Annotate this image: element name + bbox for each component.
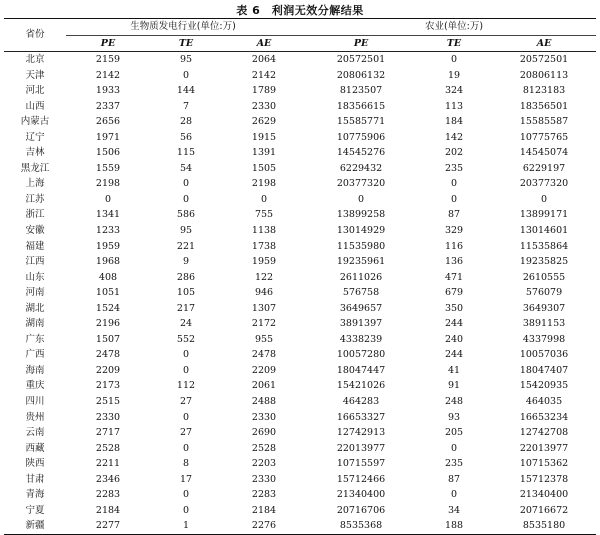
table-row [4,207,596,223]
agri-pe-cell: 18047447 [336,364,386,376]
agri-ae-cell: 15585587 [519,116,569,128]
agri-te-cell: 0 [450,54,458,65]
agri-ae-cell: 20716672 [519,504,569,516]
table-body [4,52,596,535]
table-row [4,394,596,410]
agri-te-cell: 142 [444,131,464,143]
agri-ae-cell: 18356501 [519,100,569,112]
agri-te-cell: 93 [447,411,461,423]
province-cell: 重庆 [25,380,45,392]
agri-pe-cell: 20572501 [336,54,386,65]
agri-pe-cell: 4338239 [339,333,383,345]
bio-pe-cell: 1971 [95,131,121,143]
agri-pe-cell: 8535368 [306,518,416,534]
bio-te-cell: 586 [176,209,196,221]
agri-ae-cell: 13014601 [519,225,569,237]
table-row [4,472,596,488]
agri-ae-cell: 4337998 [522,333,566,345]
agri-ae-cell: 0 [540,193,548,205]
bio-te-cell: 0 [182,178,190,190]
bio-ae-cell: 946 [254,287,274,299]
bio-ae-cell: 755 [254,209,274,221]
agri-pe-cell: 15421026 [336,380,386,392]
bio-te-cell: 0 [182,442,190,454]
bio-ae-cell: 2198 [251,178,277,190]
agri-pe-cell: 18356615 [336,100,386,112]
bio-pe-cell: 2515 [95,396,121,408]
agri-pe-cell: 3891397 [339,318,383,330]
agri-ae-cell: 20572501 [519,54,569,65]
bio-pe-cell: 2159 [95,54,121,65]
agri-te-cell: 0 [450,193,458,205]
bio-te-cell: 7 [182,100,190,112]
agri-ae-cell: 22013977 [519,442,569,454]
table-row [4,378,596,394]
province-cell: 江苏 [25,193,45,205]
bio-ae-cell: 1959 [251,256,277,268]
bio-te-cell: 0 [182,349,190,361]
agri-pe-cell: 19235961 [336,256,386,268]
table-row [4,114,596,130]
agri-ae-cell: 18047407 [519,364,569,376]
agri-pe-cell: 22013977 [336,442,386,454]
province-cell: 湖南 [25,318,45,330]
agri-te-cell: 240 [444,333,464,345]
bio-ae-cell: 2172 [251,318,277,330]
agri-te-cell: 0 [450,489,458,501]
agri-te-cell: 248 [444,396,464,408]
agri-te-cell: 87 [447,473,461,485]
bio-pe-cell: 1506 [95,147,121,159]
agri-pe-cell: 20377320 [336,178,386,190]
bio-ae-cell: 1391 [251,147,277,159]
agri-ae-cell: 16653234 [519,411,569,423]
table-row [4,363,596,379]
province-cell: 黑龙江 [20,162,50,174]
table-row [4,145,596,161]
province-cell: 河南 [25,287,45,299]
bio-pe-cell: 2198 [95,178,121,190]
bio-te-cell: 0 [182,504,190,516]
bio-te-cell: 27 [179,427,193,439]
bio-pe-header: PE [66,36,150,52]
province-cell: 安徽 [25,225,45,237]
agri-te-header: TE [416,36,492,52]
bio-ae-cell: 2276 [222,518,306,534]
agri-ae-cell: 14545074 [519,147,569,159]
bio-te-cell: 105 [176,287,196,299]
bio-pe-cell: 2346 [95,473,121,485]
agri-pe-cell: 464283 [342,396,380,408]
bio-te-cell: 1 [150,518,222,534]
table-row [4,301,596,317]
bio-pe-cell: 1233 [95,225,121,237]
agriculture-group-header: 农业(单位:万) [306,19,596,36]
agri-ae-cell: 12742708 [519,427,569,439]
table-row [4,503,596,519]
bio-te-cell: 217 [176,302,196,314]
bio-te-cell: 8 [182,458,190,470]
bio-te-cell: 9 [182,256,190,268]
bio-ae-cell: 2184 [251,504,277,516]
agri-pe-cell: 16653327 [336,411,386,423]
agri-te-cell: 202 [444,147,464,159]
bio-ae-cell: 1505 [251,162,277,174]
bio-pe-cell: 1051 [95,287,121,299]
agri-te-cell: 0 [450,178,458,190]
bio-te-header: TE [150,36,222,52]
agri-te-cell: 350 [444,302,464,314]
agri-pe-header: PE [306,36,416,52]
province-cell: 广东 [25,333,45,345]
bio-ae-cell: 2330 [251,473,277,485]
bio-pe-cell: 2173 [95,380,121,392]
agri-ae-cell: 8535180 [492,518,596,534]
profit-inefficiency-table [4,18,596,535]
bio-pe-cell: 1959 [95,240,121,252]
bio-te-cell: 552 [176,333,196,345]
bio-te-cell: 221 [176,240,196,252]
agri-pe-cell: 576758 [342,287,380,299]
agri-te-cell: 184 [444,116,464,128]
agri-pe-cell: 21340400 [336,489,386,501]
agri-pe-cell: 13014929 [336,225,386,237]
table-row [4,239,596,255]
agri-ae-cell: 21340400 [519,489,569,501]
agri-pe-cell: 14545276 [336,147,386,159]
bio-ae-cell: 1789 [251,85,277,97]
table-row [4,441,596,457]
bio-power-group-header: 生物质发电行业(单位:万) [66,19,306,36]
bio-te-cell: 0 [182,489,190,501]
agri-pe-cell: 12742913 [336,427,386,439]
agri-ae-cell: 576079 [525,287,563,299]
bio-ae-header: AE [222,36,306,52]
province-cell: 福建 [25,240,45,252]
province-cell: 辽宁 [25,131,45,143]
agri-ae-cell: 10775765 [519,131,569,143]
agri-te-cell: 244 [444,318,464,330]
bio-ae-cell: 2478 [251,349,277,361]
agri-ae-cell: 13899171 [519,209,569,221]
agri-ae-cell: 3891153 [522,318,566,330]
bio-te-cell: 0 [182,69,190,81]
bio-ae-cell: 2629 [251,116,277,128]
table-row [4,161,596,177]
agri-pe-cell: 3649657 [339,302,383,314]
province-cell: 西藏 [25,442,45,454]
agri-ae-header: AE [492,36,596,52]
province-cell: 海南 [25,364,45,376]
province-cell: 宁夏 [25,504,45,516]
bio-pe-cell: 408 [98,271,118,283]
agri-pe-cell: 10057280 [336,349,386,361]
province-cell: 山东 [25,271,45,283]
table-row [4,332,596,348]
agri-ae-cell: 2610555 [522,271,566,283]
table-row [4,487,596,503]
bio-ae-cell: 2330 [251,411,277,423]
bio-pe-cell: 2656 [95,116,121,128]
table-header [4,19,596,52]
bio-te-cell: 0 [182,193,190,205]
bio-ae-cell: 0 [260,193,268,205]
province-cell: 山西 [25,100,45,112]
table-row [4,425,596,441]
table-row [4,456,596,472]
bio-te-cell: 17 [179,473,193,485]
agri-te-cell: 235 [444,458,464,470]
agri-te-cell: 19 [447,69,461,81]
agri-pe-cell: 13899258 [336,209,386,221]
agri-ae-cell: 20806113 [519,69,569,81]
agri-te-cell: 116 [444,240,464,252]
bio-te-cell: 95 [179,225,193,237]
agri-te-cell: 87 [447,209,461,221]
bio-pe-cell: 2142 [95,69,121,81]
table-title: 表 6 利润无效分解结果 [236,4,364,17]
bio-pe-cell: 1524 [95,302,121,314]
bio-pe-cell: 2337 [95,100,121,112]
bio-te-cell: 28 [179,116,193,128]
table-row [4,192,596,208]
bio-pe-cell: 1341 [95,209,121,221]
bio-ae-cell: 2142 [251,69,277,81]
bio-ae-cell: 1738 [251,240,277,252]
agri-ae-cell: 8123183 [522,85,566,97]
agri-pe-cell: 8123507 [339,85,383,97]
bio-pe-cell: 2330 [95,411,121,423]
table-row [4,68,596,84]
bio-pe-cell: 1968 [95,256,121,268]
province-cell: 河北 [25,85,45,97]
table-row [4,270,596,286]
table-row [4,52,596,68]
agri-te-cell: 324 [444,85,464,97]
agri-ae-cell: 6229197 [522,162,566,174]
agri-te-cell: 329 [444,225,464,237]
agri-te-cell: 244 [444,349,464,361]
province-cell: 吉林 [25,147,45,159]
bio-ae-cell: 2209 [251,364,277,376]
agri-te-cell: 679 [444,287,464,299]
bio-pe-cell: 0 [104,193,112,205]
province-cell: 青海 [25,489,45,501]
table-row [4,316,596,332]
bio-ae-cell: 2330 [251,100,277,112]
bio-pe-cell: 2528 [95,442,121,454]
province-cell: 广西 [25,349,45,361]
bio-pe-cell: 2196 [95,318,121,330]
province-cell: 新疆 [4,518,66,534]
agri-pe-cell: 20806132 [336,69,386,81]
table-row [4,99,596,115]
header-sub-row [4,36,596,52]
bio-ae-cell: 2203 [251,458,277,470]
bio-te-cell: 112 [176,380,196,392]
table-row [4,223,596,239]
agri-pe-cell: 11535980 [336,240,386,252]
agri-te-cell: 235 [444,162,464,174]
province-cell: 北京 [25,54,45,65]
header-group-row [4,19,596,36]
bio-ae-cell: 1915 [251,131,277,143]
agri-te-cell: 471 [444,271,464,283]
bio-ae-cell: 2528 [251,442,277,454]
bio-ae-cell: 1307 [251,302,277,314]
agri-te-cell: 113 [444,100,464,112]
bio-te-cell: 24 [179,318,193,330]
province-cell: 四川 [25,396,45,408]
province-header: 省份 [4,19,66,52]
bio-pe-cell: 2277 [66,518,150,534]
province-cell: 浙江 [25,209,45,221]
bio-pe-cell: 2283 [95,489,121,501]
agri-te-cell: 205 [444,427,464,439]
agri-ae-cell: 20377320 [519,178,569,190]
bio-te-cell: 115 [176,147,196,159]
agri-pe-cell: 15712466 [336,473,386,485]
bio-pe-cell: 2478 [95,349,121,361]
bio-te-cell: 144 [176,85,196,97]
bio-ae-cell: 2283 [251,489,277,501]
agri-pe-cell: 0 [357,193,365,205]
agri-ae-cell: 11535864 [519,240,569,252]
bio-pe-cell: 1559 [95,162,121,174]
bio-ae-cell: 1138 [251,225,277,237]
agri-ae-cell: 10057036 [519,349,569,361]
bio-te-cell: 95 [179,54,193,65]
agri-pe-cell: 20716706 [336,504,386,516]
bio-pe-cell: 2209 [95,364,121,376]
bio-te-cell: 286 [176,271,196,283]
table-row [4,285,596,301]
agri-ae-cell: 15420935 [519,380,569,392]
table-row [4,83,596,99]
bio-ae-cell: 122 [254,271,274,283]
bio-pe-cell: 2717 [95,427,121,439]
province-cell: 陕西 [25,458,45,470]
agri-te-cell: 41 [447,364,461,376]
table-row [4,410,596,426]
bio-ae-cell: 2064 [251,54,277,65]
table-row [4,130,596,146]
agri-te-cell: 188 [416,518,492,534]
agri-pe-cell: 2611026 [339,271,383,283]
bio-ae-cell: 2690 [251,427,277,439]
province-cell: 上海 [25,178,45,190]
bio-ae-cell: 2061 [251,380,277,392]
table-row [4,518,596,534]
agri-ae-cell: 3649307 [522,302,566,314]
agri-te-cell: 91 [447,380,461,392]
bio-pe-cell: 1507 [95,333,121,345]
province-cell: 内蒙古 [20,116,50,128]
bio-te-cell: 56 [179,131,193,143]
agri-te-cell: 0 [450,442,458,454]
bio-ae-cell: 955 [254,333,274,345]
table-row [4,254,596,270]
agri-pe-cell: 10715597 [336,458,386,470]
agri-ae-cell: 15712378 [519,473,569,485]
bio-te-cell: 27 [179,396,193,408]
bio-te-cell: 0 [182,411,190,423]
bio-ae-cell: 2488 [251,396,277,408]
agri-ae-cell: 19235825 [519,256,569,268]
agri-ae-cell: 464035 [525,396,563,408]
province-cell: 天津 [25,69,45,81]
agri-ae-cell: 10715362 [519,458,569,470]
bio-pe-cell: 1933 [95,85,121,97]
table-row [4,176,596,192]
bio-pe-cell: 2211 [95,458,121,470]
bio-te-cell: 0 [182,364,190,376]
agri-pe-cell: 15585771 [336,116,386,128]
agri-pe-cell: 6229432 [339,162,383,174]
bio-te-cell: 54 [179,162,193,174]
bio-pe-cell: 2184 [95,504,121,516]
province-cell: 湖北 [25,302,45,314]
table-row [4,347,596,363]
province-cell: 江西 [25,256,45,268]
agri-te-cell: 34 [447,504,461,516]
agri-te-cell: 136 [444,256,464,268]
province-cell: 云南 [25,427,45,439]
province-cell: 贵州 [25,411,45,423]
agri-pe-cell: 10775906 [336,131,386,143]
province-cell: 甘肃 [25,473,45,485]
